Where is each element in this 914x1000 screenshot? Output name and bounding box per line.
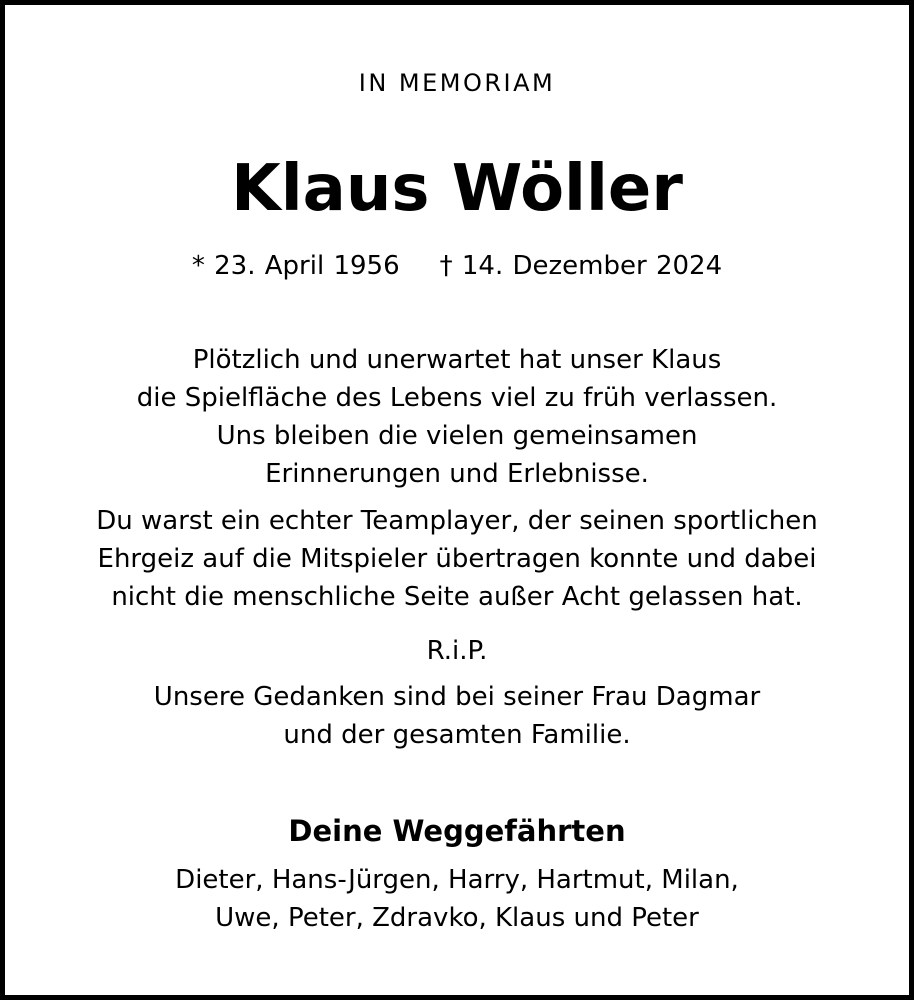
paragraph1-line: Uns bleiben die vielen gemeinsamen xyxy=(216,421,698,451)
rip-text: R.i.P. xyxy=(426,636,488,666)
paragraph2-line: Ehrgeiz auf die Mitspieler übertragen konnte und dabei xyxy=(97,544,817,574)
paragraph1-line: die Spielfläche des Lebens viel zu früh verlassen. xyxy=(136,383,778,413)
paragraph3-line: Unsere Gedanken sind bei seiner Frau Dagmar xyxy=(153,682,761,712)
mourner-names-line: Dieter, Hans-Jürgen, Harry, Hartmut, Milan, xyxy=(175,865,739,895)
paragraph3-line: und der gesamten Familie. xyxy=(283,720,631,750)
paragraph1-line: Erinnerungen und Erlebnisse. xyxy=(265,459,649,489)
birth-date: * 23. April 1956 xyxy=(191,251,400,281)
life-dates xyxy=(5,249,909,283)
deceased-name: Klaus Wöller xyxy=(231,152,683,226)
paragraph2-line: Du warst ein echter Teamplayer, der seinen sportlichen xyxy=(96,506,818,536)
mourner-names-line: Uwe, Peter, Zdravko, Klaus und Peter xyxy=(215,903,699,933)
signature-heading: Deine Weggefährten xyxy=(288,814,626,848)
paragraph2-line: nicht die menschliche Seite außer Acht gelassen hat. xyxy=(111,582,803,612)
paragraph1-line: Plötzlich und unerwartet hat unser Klaus xyxy=(192,345,722,375)
memoriam-heading: IN MEMORIAM xyxy=(358,69,556,97)
death-date: † 14. Dezember 2024 xyxy=(439,251,723,281)
